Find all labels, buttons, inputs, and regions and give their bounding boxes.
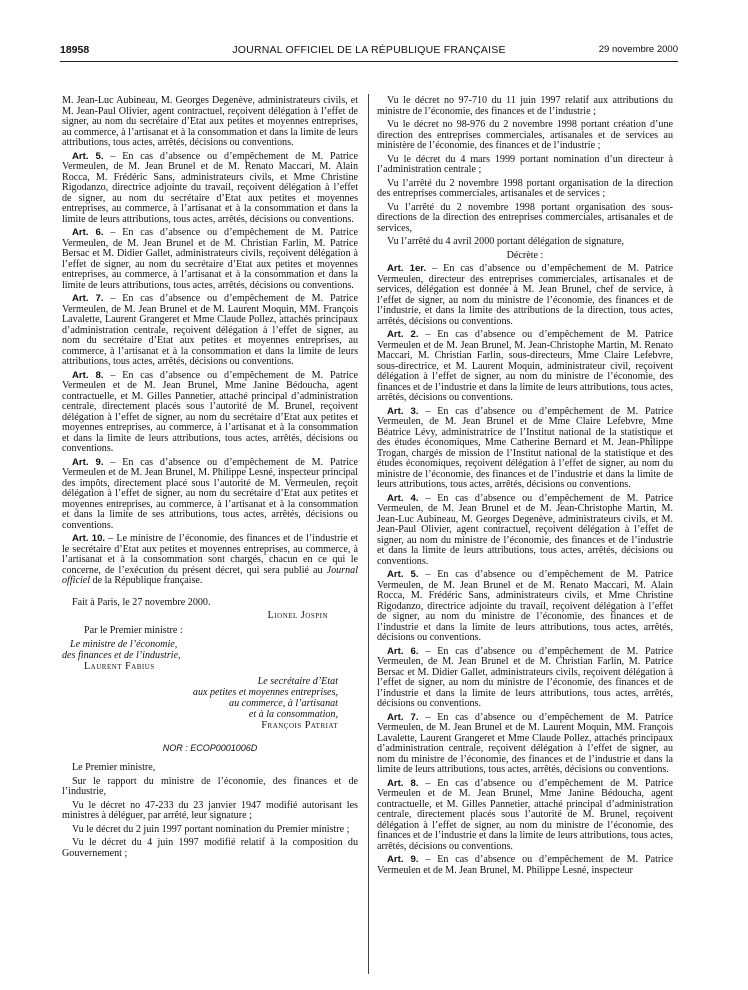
article-text: – En cas d’absence ou d’empêchement de M. Patrice Vermeulen, de M. Jean Brunel et de M. Christian Farlin, M. Patrice Bersac et M. Didier Gallet, administrateurs civils, reçoivent délégation à l’effet de signer, au nom du ministre de l’économie, des finances et de l’industrie et dans la limite de leurs attributions, tous actes, arrêtés, décisions ou conventions. xyxy=(377,645,673,709)
article-3 xyxy=(377,407,673,491)
article-6 xyxy=(377,647,673,710)
article-text: – En cas d’absence ou d’empêchement de M. Patrice Vermeulen et de M. Jean Brunel, Mme Janine Bédoucha, agent contractuelle, et M. Gilles Pannetier, attaché principal d’administration centrale, directement placés sous l’autorité de M. Brunel, reçoivent délégation à l’effet de signer, au nom du ministre de l’économie, des finances et de l’industrie et dans la limite de leurs attributions, tous actes, arrêtés, décisions ou conventions. xyxy=(377,777,674,852)
article-6 xyxy=(62,228,358,291)
article-label: Art. 5. xyxy=(387,569,419,580)
article-label: Art. 9. xyxy=(72,456,104,468)
decrete-heading: Décrète : xyxy=(506,249,544,261)
left-column xyxy=(62,96,358,862)
visa-paragraph: Vu le décret no 97-710 du 11 juin 1997 relatif aux attributions du ministre de l’économie, des finances et de l’industrie ; xyxy=(377,95,673,117)
fait-a-paris: Fait à Paris, le 27 novembre 2000. xyxy=(72,596,211,608)
article-7 xyxy=(377,713,673,776)
article-label: Art. 6. xyxy=(387,645,419,657)
article-label: Art. 8. xyxy=(387,777,419,789)
column-divider xyxy=(368,94,369,974)
secretary-title-3: au commerce, à l’artisanat xyxy=(229,697,338,709)
secretary-title-1: Le secrétaire d’Etat xyxy=(257,675,338,687)
article-7 xyxy=(62,294,358,368)
article-text: – En cas d’absence ou d’empêchement de M. Patrice Vermeulen, de M. Jean Brunel et de M. Laurent Moquin, MM. François Lavalette, Laurent Grangeret et Mme Claude Pollez, attachés principaux d’administration centrale, reçoivent délégation à l’effet de signer, au nom du ministre de l’économie, des finances et de l’industrie et dans la limite de leurs attributions, tous actes, arrêtés, décisions ou conventions. xyxy=(377,711,673,775)
nor-reference: NOR : ECOP0001006D xyxy=(162,742,258,753)
article-text: – En cas d’absence ou d’empêchement de M. Patrice Vermeulen et de M. Jean Brunel, M. Philippe Lesné, inspecteur principal des impôts, directement placé sous l’autorité de M. Vermeulen, reçoit délégation à l’effet de signer, au nom du secrétaire d’Etat aux petites et moyennes entreprises, au commerce, à l’artisanat et à la consommation et dans la limite de ses attributions, tous actes, arrêtés, décisions ou conventions. xyxy=(62,456,358,531)
article-text: – En cas d’absence ou d’empêchement de M. Patrice Vermeulen, de M. Jean Brunel et de M. Laurent Moquin, MM. François Lavalette, Laurent Grangeret et Mme Claude Pollez, attachés principaux d’administration centrale, reçoivent délégation à l’effet de signer, au nom du secrétaire d’Etat aux petites et moyennes entreprises, au commerce, à l’artisanat et à la consommation et dans la limite de leurs attributions, tous actes, arrêtés, décisions ou conventions. xyxy=(62,293,358,367)
article-text: – En cas d’absence ou d’empêchement de M. Patrice Vermeulen, de M. Jean Brunel et de Mme Claire Lefebvre, Mme Béatrice Lévy, administratrice de l’Institut national de la statistique et des études économiques, Mme Catherine Bernard et M. Jean-Philippe Trogan, chargés de mission de l’Institut national de la statistique et des études économiques, reçoivent délégation à l’effet de signer, au nom du ministre de l’économie, des finances et de l’industrie et dans la limite de leurs attributions, tous actes, arrêtés, décisions ou conventions. xyxy=(377,405,673,490)
article-label: Art. 7. xyxy=(72,293,104,304)
article-5 xyxy=(377,570,673,644)
article-label: Art. 6. xyxy=(72,227,104,238)
article-2 xyxy=(377,330,673,404)
article-10 xyxy=(62,534,358,587)
article-9 xyxy=(62,458,358,532)
article-8 xyxy=(377,779,673,853)
page-header xyxy=(60,44,678,60)
visa-paragraph: Vu le décret no 47-233 du 23 janvier 1947 modifié autorisant les ministres à déléguer, par arrêté, leur signature ; xyxy=(62,799,358,821)
visa-paragraph: Vu l’arrêté du 2 novembre 1998 portant organisation de la direction des entreprises commerciales, artisanales et de services ; xyxy=(377,177,673,199)
article-label: Art. 10. xyxy=(72,533,106,544)
article-1 xyxy=(377,264,673,327)
article-text: – En cas d’absence ou d’empêchement de M. Patrice Vermeulen, de M. Jean Brunel et de M. Jean-Christophe Martin, M. Jean-Luc Aubineau, M. Georges Degenève, administrateurs civils, et M. Jean-Paul Olivier, agent contractuel, reçoivent délégation à l’effet de signer, au nom du ministre de l’économie, des finances et de l’industrie et dans la limite de leurs attributions, tous actes, arrêtés, décisions ou conventions. xyxy=(377,492,673,567)
secretary-name: François Patriat xyxy=(261,719,338,731)
page-number: 18958 xyxy=(60,44,90,56)
article-text: – En cas d’absence ou d’empêchement de M. Patrice Vermeulen et de M. Jean Brunel, M. Jean-Christophe Martin, M. Renato Maccari, M. Christian Farlin, sous-directeurs, Mme Claire Lefebvre, sous-directrice, et M. Laurent Moquin, administrateur civil, reçoivent délégation à l’effet de signer, au nom du ministre de l’économie, des finances et de l’industrie et dans la limite de leurs attributions, tous actes, arrêtés, décisions ou conventions. xyxy=(377,329,674,403)
article-label: Art. 9. xyxy=(387,854,419,865)
article-text: – En cas d’absence ou d’empêchement de M. Patrice Vermeulen et de M. Jean Brunel, Mme Janine Bédoucha, agent contractuelle, et M. Gilles Pannetier, attaché principal d’administration centrale, directement placés sous l’autorité de M. Brunel, reçoivent délégation à l’effet de signer, au nom du secrétaire d’Etat aux petites et moyennes entreprises, au commerce, à l’artisanat et à la consommation et dans la limite de leurs attributions, tous actes, arrêtés, décisions ou conventions. xyxy=(62,369,358,454)
article-text: – En cas d’absence ou d’empêchement de M. Patrice Vermeulen, directeur des entreprises commerciales, artisanales et de services, délégation est donnée à M. Jean Brunel, chef de service, à l’effet de signer, au nom du ministre de l’économie, des finances et de l’industrie, et dans la limite des attributions de la direction, tous actes, arrêtés, décisions ou conventions. xyxy=(377,263,674,327)
issue-date: 29 novembre 2000 xyxy=(598,44,678,55)
article-text: – Le ministre de l’économie, des finances et de l’industrie et le secrétaire d’Etat aux petites et moyennes entreprises, au commerce, à l’artisanat et à la consommation sont chargés, chacun en ce qui le concerne, de l’exécution du présent décret, qui sera publié au xyxy=(62,533,358,576)
article-label: Art. 4. xyxy=(387,492,419,504)
article-text: – En cas d’absence ou d’empêchement de M. Patrice Vermeulen, de M. Jean Brunel et de M. Renato Maccari, M. Alain Rocca, M. Frédéric Sans, administrateurs civils, et Mme Christine Rigodanzo, directrice adjointe du travail, reçoivent délégation à l’effet de signer, au nom du ministre de l’économie, des finances et de l’industrie et dans la limite de leurs attributions, tous actes, arrêtés, décisions ou conventions. xyxy=(377,569,673,643)
visa-paragraph: Vu le décret no 98-976 du 2 novembre 1998 portant création d’une direction des entreprises commerciales, artisanales et de services au ministère de l’économie, des finances et de l’industrie ; xyxy=(377,119,673,151)
journal-title: JOURNAL OFFICIEL DE LA RÉPUBLIQUE FRANÇAISE xyxy=(232,44,506,56)
visa-paragraph: Vu le décret du 2 juin 1997 portant nomination du Premier ministre ; xyxy=(72,823,350,835)
right-column xyxy=(377,96,673,879)
article-label: Art. 7. xyxy=(387,711,419,723)
visa-paragraph: Vu l’arrêté du 4 avril 2000 portant délégation de signature, xyxy=(387,236,625,247)
secretary-title-2: aux petites et moyennes entreprises, xyxy=(192,686,338,698)
visa-paragraph: Vu l’arrêté du 2 novembre 1998 portant organisation des sous-directions de la direction des entreprises commerciales, artisanales et de services, xyxy=(377,201,673,234)
journal-officiel-ref: Journal officiel xyxy=(62,564,358,586)
article-label: Art. 8. xyxy=(72,369,104,381)
article-label: Art. 5. xyxy=(72,150,104,162)
article-text-end: de la République française. xyxy=(90,575,203,586)
minister-name: Laurent Fabius xyxy=(84,660,155,672)
minister-title-2: des finances et de l’industrie, xyxy=(62,649,181,661)
article-4 xyxy=(377,494,673,568)
header-rule xyxy=(60,61,678,62)
minister-title-1: Le ministre de l’économie, xyxy=(70,638,178,650)
article-8 xyxy=(62,371,358,455)
article-label: Art. 2. xyxy=(387,329,419,340)
paragraph: M. Jean-Luc Aubineau, M. Georges Degenève, administrateurs civils, et M. Jean-Paul Olivier, agent contractuel, reçoivent délégation à l’effet de signer, au nom du secrétaire d’Etat aux petites et moyennes entreprises, au commerce, à l’artisanat et à la consommation et dans la limite de leurs attributions, tous actes, arrêtés, décisions ou conventions. xyxy=(62,95,358,148)
signature-prime-minister: Lionel Jospin xyxy=(267,610,328,621)
article-text: – En cas d’absence ou d’empêchement de M. Patrice Vermeulen et de M. Jean Brunel, M. Philippe Lesné, inspecteur xyxy=(377,854,673,876)
visa-paragraph: Vu le décret du 4 mars 1999 portant nomination d’un directeur à l’administration centrale ; xyxy=(377,153,673,175)
article-text: – En cas d’absence ou d’empêchement de M. Patrice Vermeulen, de M. Jean Brunel et de M. Renato Maccari, M. Alain Rocca, M. Frédéric Sans, administrateurs civils, et Mme Christine Rigodanzo, directrice adjointe du travail, reçoivent délégation à l’effet de signer, au nom du secrétaire d’Etat aux petites et moyennes entreprises, au commerce, à l’artisanat et à la consommation et dans la limite de leurs attributions, tous actes, arrêtés, décisions ou conventions. xyxy=(62,150,358,225)
article-label: Art. 1er. xyxy=(387,263,427,274)
pm-intro: Le Premier ministre, xyxy=(72,762,156,773)
article-text: – En cas d’absence ou d’empêchement de M. Patrice Vermeulen, de M. Jean Brunel et de M. Christian Farlin, M. Patrice Bersac et M. Didier Gallet, administrateurs civils, reçoivent délégation à l’effet de signer, au nom du secrétaire d’Etat aux petites et moyennes entreprises, au commerce, à l’artisanat et à la consommation et dans la limite de leurs attributions, tous actes, arrêtés, décisions ou conventions. xyxy=(62,227,358,291)
secretary-signature-block xyxy=(62,676,358,731)
article-9 xyxy=(377,855,673,876)
visa-paragraph: Vu le décret du 4 juin 1997 modifié relatif à la composition du Gouvernement ; xyxy=(62,837,358,859)
secretary-title-4: et à la consommation, xyxy=(248,708,338,720)
visa-paragraph: Sur le rapport du ministre de l’économie, des finances et de l’industrie, xyxy=(62,775,358,797)
article-5 xyxy=(62,152,358,226)
article-label: Art. 3. xyxy=(387,405,419,417)
par-premier-ministre: Par le Premier ministre : xyxy=(84,624,183,636)
